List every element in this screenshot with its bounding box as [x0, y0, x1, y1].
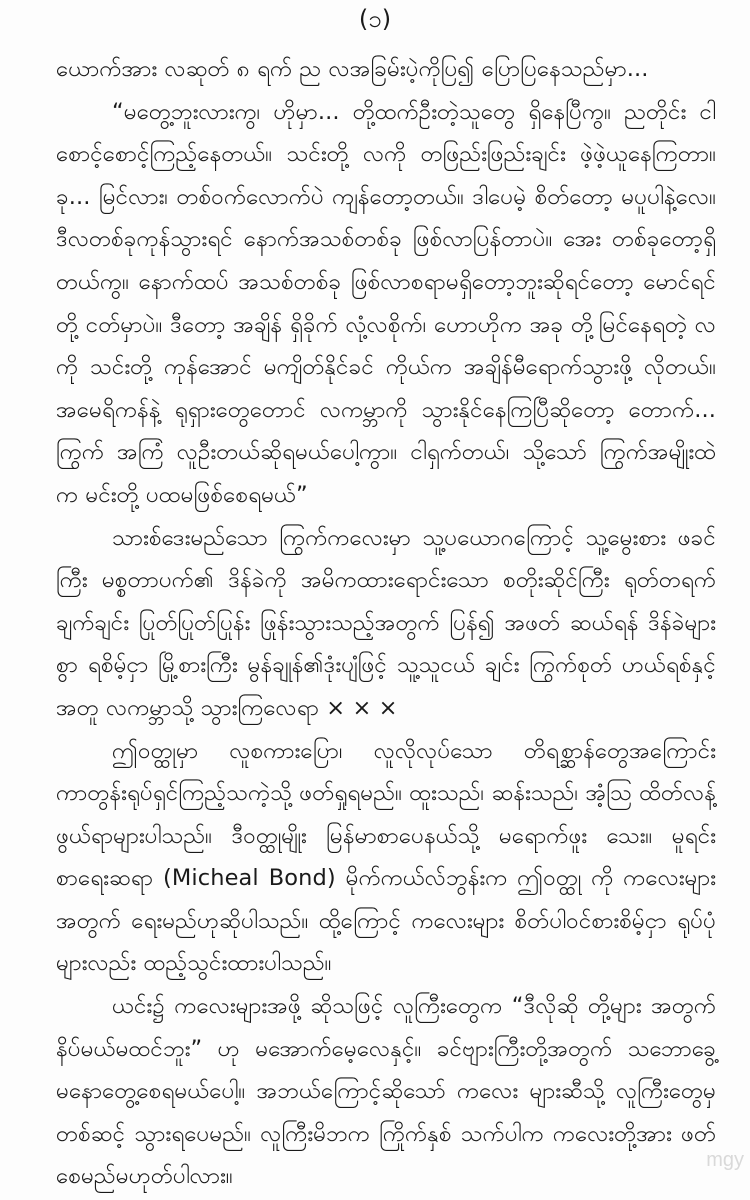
watermark: mgy	[706, 1149, 744, 1171]
page-number: (၁)	[358, 5, 392, 33]
body-text	[56, 48, 716, 1198]
paragraph-1: ယောက်အား လဆုတ် ၈ ရက် ည လအခြမ်းပဲ့ကိုပြ၍ ပြောပြနေသည်မှာ...	[56, 56, 649, 82]
paragraph-2: “မတွေ့ဘူးလားကွ၊ ဟိုမှာ... တို့ထက်ဦးတဲ့သူတွေ ရှိနေပြီကွ။ ညတိုင်း ငါ စောင့်စောင့်ကြည့်နေတယ်။ သင်းတို့ လကို တဖြည်းဖြည်းချင်း ဖဲ့ဖဲ့ယူနေကြတာ။ ခု... မြင်လား၊ တစ်ဝက်လောက်ပဲ ကျန်တော့တယ်။ ဒါပေမဲ့ စိတ်တော့ မပူပါနဲ့လေ။ ဒီလတစ်ခုကုန်သွားရင် နောက်အသစ်တစ်ခု ဖြစ်လာပြန်တာပဲ။ အေး တစ်ခုတော့ရှိတယ်ကွ။ နောက်ထပ် အသစ်တစ်ခု ဖြစ်လာစရာမရှိတော့ဘူးဆိုရင်တော့ မောင်ရင်တို့ ငတ်မှာပဲ။ ဒီတော့ အချိန် ရှိခိုက် လုံ့လစိုက်၊ ဟောဟိုက အခု တို့မြင်နေရတဲ့ လကို သင်းတို့ ကုန်အောင် မကျိတ်နိုင်ခင် ကိုယ်က အချိန်မီရောက်သွားဖို့ လိုတယ်။ အမေရိကန်နဲ့ ရုရှားတွေတောင် လကမ္ဘာကို သွားနိုင်နေကြပြီဆိုတော့ တောက်... ကြွက် အကြံ လူဦးတယ်ဆိုရမယ်ပေါ့ကွာ။ ငါရှက်တယ်၊ သို့သော် ကြွက်အမျိုးထဲ က မင်းတို့ ပထမဖြစ်စေရမယ်”	[56, 98, 716, 508]
paragraph-5: ယင်း၌ ကလေးများအဖို့ ဆိုသဖြင့် လူကြီးတွေက “ဒီလိုဆို တို့များ အတွက် နိပ်မယ်မထင်ဘူး” ဟု မအောက်မေ့လေနှင့်။ ခင်ဗျားကြီးတို့အတွက် သဘောခွေ့ မနောတွေ့စေရမယ်ပေါ့။ အဘယ်ကြောင့်ဆိုသော် ကလေး များဆီသို့ လူကြီးတွေမှတစ်ဆင့် သွားရပေမည်။ လူကြီးမိဘက ကြိုက်နှစ် သက်ပါက ကလေးတို့အား ဖတ်စေမည်မဟုတ်ပါလား။	[56, 993, 716, 1190]
paragraph-3: သားစ်ဒေးမည်သော ကြွက်ကလေးမှာ သူ့ပယောဂကြောင့် သူ့မွေးစား ဖခင်ကြီး မစ္စတာပက်၏ ဒိန်ခဲကို အမိကထားရောင်းသော စတိုးဆိုင်ကြီး ရုတ်တရက်ချက်ချင်း ပြုတ်ပြုတ်ပြုန်း ဖြုန်းသွားသည့်အတွက် ပြန်၍ အဖတ် ဆယ်ရန် ဒိန်ခဲများစွာ ရစိမ့်ငှာ မြို့စားကြီး မွန်ချုန်၏ဒုံးပျံဖြင့် သူ့သူငယ် ချင်း ကြွက်စုတ် ဟယ်ရစ်နှင့်အတူ လကမ္ဘာသို့ သွားကြလေရာ × × ×	[56, 524, 716, 721]
paragraph-4: ဤဝတ္ထုမှာ လူစကားပြော၊ လူလိုလုပ်သော တိရစ္ဆာန်တွေအကြောင်း ကာတွန်းရုပ်ရှင်ကြည့်သကဲ့သို့ ဖတ်ရှုရမည်။ ထူးသည်၊ ဆန်းသည်၊ အံ့သြ ထိတ်လန့်ဖွယ်ရာများပါသည်။ ဒီဝတ္ထုမျိုး မြန်မာစာပေနယ်သို့ မရောက်ဖူး သေး။ မူရင်းစာရေးဆရာ (Micheal Bond) မိုက်ကယ်လ်ဘွန်းက ဤဝတ္ထု ကို ကလေးများအတွက် ရေးမည်ဟုဆိုပါသည်။ ထို့ကြောင့် ကလေးများ စိတ်ပါဝင်စားစိမ့်ငှာ ရုပ်ပုံများလည်း ထည့်သွင်းထားပါသည်။	[56, 737, 716, 977]
